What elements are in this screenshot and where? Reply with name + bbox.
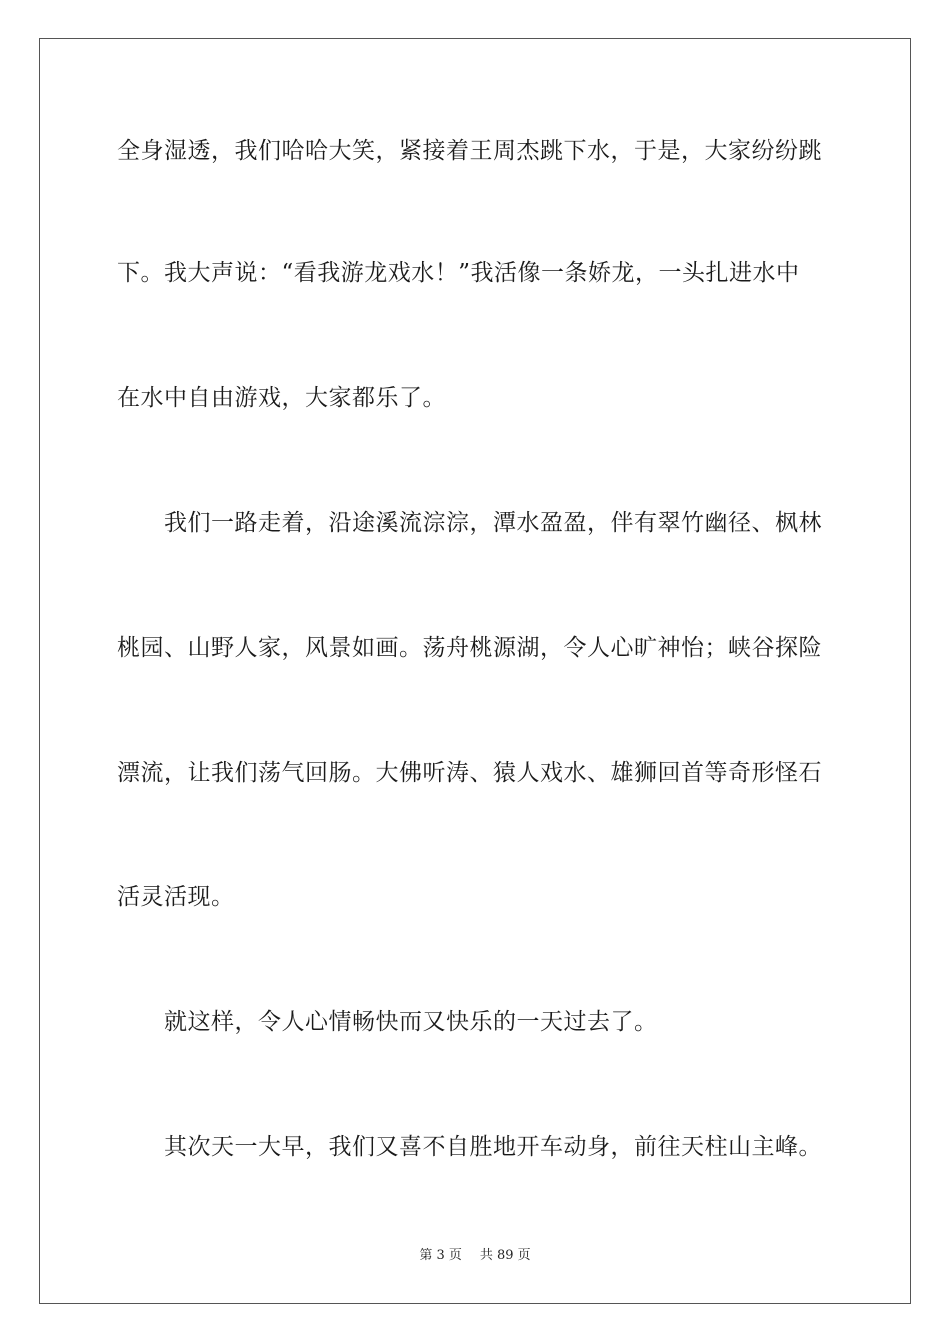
page-frame — [39, 38, 911, 1304]
page-footer — [0, 1248, 950, 1264]
body-line-8: 就这样，令人心情畅快而又快乐的一天过去了。 — [164, 1009, 658, 1035]
body-line-4: 我们一路走着，沿途溪流淙淙，潭水盈盈，伴有翠竹幽径、枫林 — [164, 510, 822, 536]
body-line-2: 下。我大声说：“看我游龙戏水！”我活像一条娇龙，一头扎进水中 — [117, 260, 800, 286]
body-line-5: 桃园、山野人家，风景如画。荡舟桃源湖，令人心旷神怡；峡谷探险 — [117, 635, 822, 661]
body-line-7: 活灵活现。 — [117, 884, 235, 910]
body-line-3: 在水中自由游戏，大家都乐了。 — [117, 385, 446, 411]
body-line-6: 漂流，让我们荡气回肠。大佛听涛、猿人戏水、雄狮回首等奇形怪石 — [117, 760, 822, 786]
page-number: 第 3 页 — [419, 1248, 462, 1263]
body-line-1: 全身湿透，我们哈哈大笑，紧接着王周杰跳下水，于是，大家纷纷跳 — [117, 138, 822, 164]
total-pages: 共 89 页 — [479, 1248, 531, 1263]
body-line-9: 其次天一大早，我们又喜不自胜地开车动身，前往天柱山主峰。 — [164, 1134, 822, 1160]
